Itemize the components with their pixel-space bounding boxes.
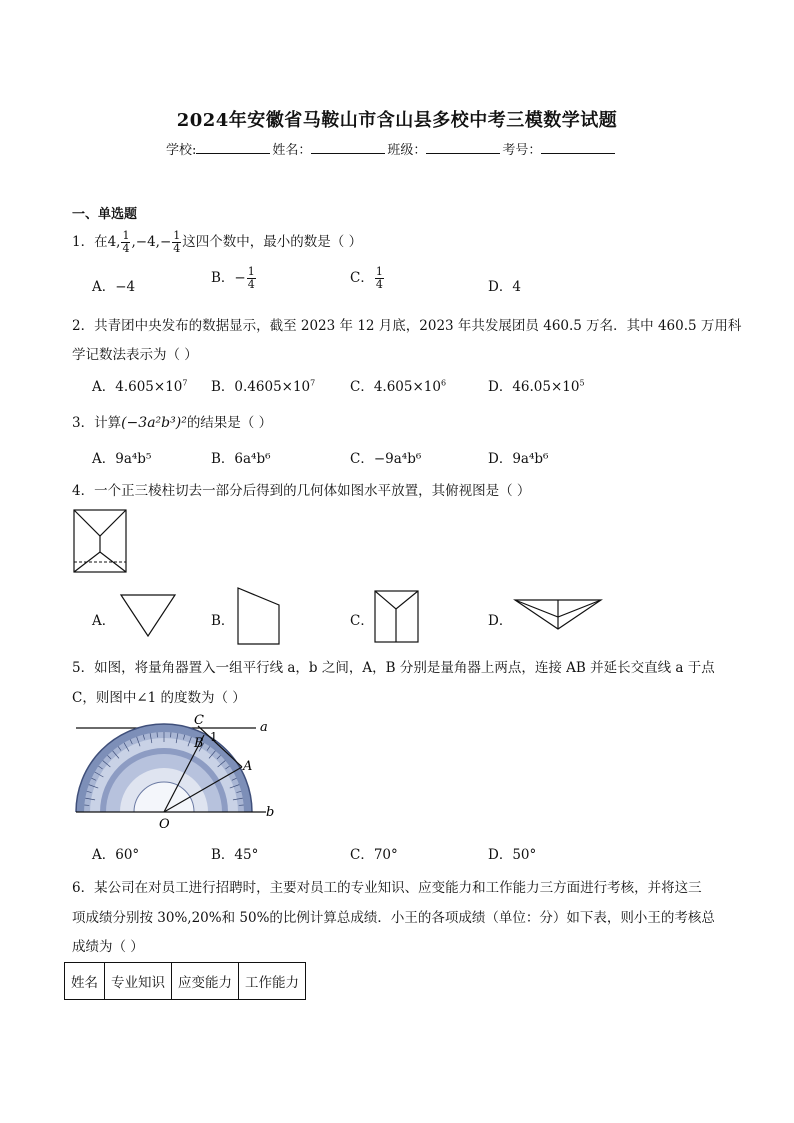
q5-option-a[interactable]: A．60°	[92, 847, 140, 863]
class-blank[interactable]	[426, 141, 500, 154]
question-2-line-2: 学记数法表示为（ ）	[72, 347, 198, 363]
page-title: 2024年安徽省马鞍山市含山县多校中考三模数学试题	[176, 110, 618, 131]
section-heading: 一、单选题	[72, 207, 138, 222]
q2-option-a[interactable]: A．$4.605\times 10^7$	[92, 378, 188, 395]
label-c: C	[194, 713, 204, 728]
label-b-point: B	[194, 736, 204, 751]
label-angle-1: 1	[210, 730, 218, 744]
q1-option-a[interactable]: A．−4	[92, 279, 136, 295]
label-o: O	[159, 817, 170, 832]
q1-option-b[interactable]: B．− $\frac{1}{4}$	[211, 265, 255, 291]
question-5-line-2: C，则图中∠1 的度数为（ ）	[72, 690, 246, 706]
fraction: $\frac{1}{4}$	[122, 229, 130, 255]
math-expression: (−3a²b³)²	[121, 415, 187, 431]
name-label: 姓名：	[272, 143, 312, 158]
q1-option-c[interactable]: C． $\frac{1}{4}$	[350, 265, 383, 291]
question-5-line-1: 5．如图，将量角器置入一组平行线 a，b 之间，A，B 分别是量角器上两点，连接 AB 并延长交直线 a 于点	[72, 660, 715, 676]
q5-option-b[interactable]: B．45°	[211, 847, 259, 863]
q2-option-c[interactable]: C．$4.605\times 10^6$	[350, 378, 447, 395]
school-label: 学校:	[166, 143, 197, 158]
question-4: 4．一个正三棱柱切去一部分后得到的几何体如图水平放置，其俯视图是（ ）	[72, 483, 531, 499]
q5-option-d[interactable]: D．50°	[488, 847, 537, 863]
class-label: 班级：	[387, 143, 427, 158]
question-6-line-2: 项成绩分别按 30%,20%和 50%的比例计算总成绩．小王的各项成绩（单位：分）如下表，则小王的考核总	[72, 910, 715, 926]
table-header-cell: 工作能力	[239, 963, 306, 1000]
q2-option-d[interactable]: D．$46.05\times 10^5$	[488, 378, 585, 395]
exam-no-blank[interactable]	[541, 141, 615, 154]
q3-option-c[interactable]: C．−9a⁴b⁶	[350, 451, 422, 467]
q4-option-d[interactable]: D．	[488, 613, 513, 629]
q2-option-b[interactable]: B．$0.4605\times 10^7$	[211, 378, 316, 395]
table-header-cell: 专业知识	[105, 963, 172, 1000]
question-1: 1．在4, $\frac{1}{4}$ ,−4,− $\frac{1}{4}$ 这四个数中，最小的数是（ ）	[72, 229, 363, 255]
q4-option-b[interactable]: B．	[211, 613, 235, 629]
school-blank[interactable]	[196, 141, 270, 154]
label-a-line: a	[260, 720, 268, 735]
protractor-figure	[70, 712, 282, 836]
q5-option-c[interactable]: C．70°	[350, 847, 398, 863]
q4-option-c[interactable]: C．	[350, 613, 374, 629]
table-header-row	[65, 963, 306, 1000]
question-3: 3．计算(−3a²b³)²的结果是（ ）	[72, 415, 273, 431]
label-b-line: b	[266, 805, 275, 820]
label-a-point: A	[243, 759, 253, 774]
student-info-line	[166, 139, 617, 158]
exam-no-label: 考号：	[502, 143, 542, 158]
q4-option-d-figure[interactable]	[512, 597, 604, 633]
fraction: $\frac{1}{4}$	[173, 229, 181, 255]
q3-option-b[interactable]: B．6a⁴b⁶	[211, 451, 271, 467]
table-header-cell: 姓名	[65, 963, 105, 1000]
q4-option-c-figure[interactable]	[373, 589, 421, 645]
q1-option-d[interactable]: D．4	[488, 279, 521, 295]
q4-option-a[interactable]: A．	[92, 613, 116, 629]
question-6-line-3: 成绩为（ ）	[72, 939, 144, 955]
prism-figure	[70, 506, 130, 578]
question-6-line-1: 6．某公司在对员工进行招聘时，主要对员工的专业知识、应变能力和工作能力三方面进行考核，并将这三	[72, 880, 702, 896]
question-2-line-1: 2．共青团中央发布的数据显示，截至 2023 年 12 月底，2023 年共发展团员 460.5 万名．其中 460.5 万用科	[72, 318, 742, 334]
score-table	[64, 962, 306, 1000]
table-header-cell: 应变能力	[172, 963, 239, 1000]
q3-option-a[interactable]: A．9a⁴b⁵	[92, 451, 152, 467]
q4-option-b-figure[interactable]	[235, 585, 283, 647]
name-blank[interactable]	[311, 141, 385, 154]
q3-option-d[interactable]: D．9a⁴b⁶	[488, 451, 549, 467]
q4-option-a-figure[interactable]	[118, 592, 178, 640]
